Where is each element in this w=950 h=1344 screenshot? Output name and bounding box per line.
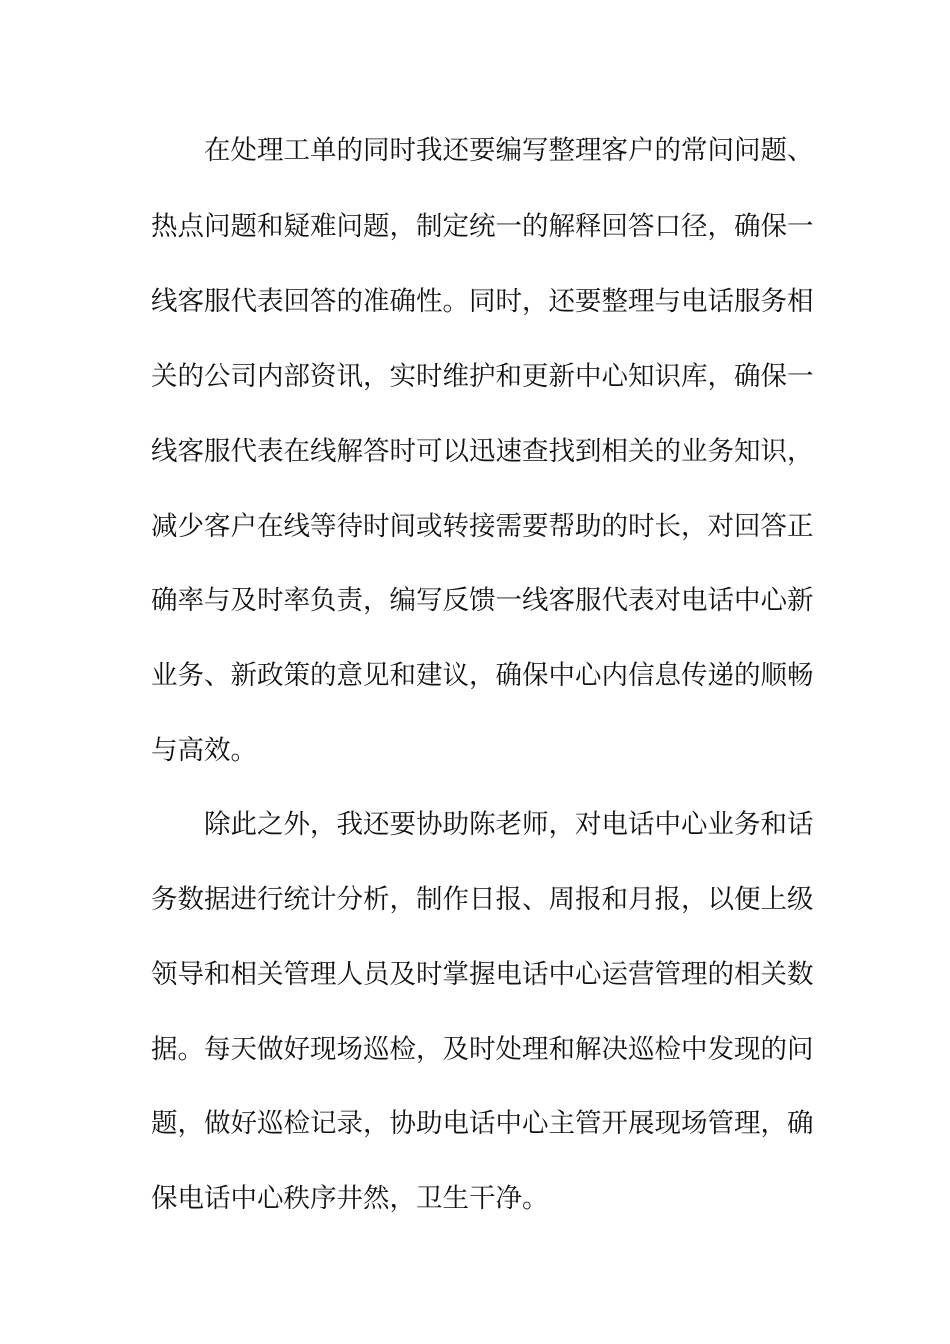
paragraph-line: 热点问题和疑难问题，制定统一的解释回答口径，确保一 — [151, 211, 814, 242]
paragraph-line: 题，做好巡检记录，协助电话中心主管开展现场管理，确 — [151, 1108, 814, 1139]
paragraph-line: 业务、新政策的意见和建议，确保中心内信息传递的顺畅 — [151, 660, 814, 691]
paragraph-line: 线客服代表在线解答时可以迅速查找到相关的业务知识， — [151, 436, 814, 467]
paragraph-line: 确率与及时率负责，编写反馈一线客服代表对电话中心新 — [151, 585, 814, 616]
paragraph-line: 领导和相关管理人员及时掌握电话中心运营管理的相关数 — [151, 959, 814, 990]
paragraph-line: 除此之外，我还要协助陈老师，对电话中心业务和话 — [204, 809, 814, 840]
paragraph-line: 与高效。 — [151, 735, 257, 766]
paragraph-line: 线客服代表回答的准确性。同时，还要整理与电话服务相 — [151, 286, 814, 317]
paragraph-line: 据。每天做好现场巡检，及时处理和解决巡检中发现的问 — [151, 1034, 814, 1065]
paragraph-line: 在处理工单的同时我还要编写整理客户的常问问题、 — [204, 135, 814, 166]
paragraph-line: 减少客户在线等待时间或转接需要帮助的时长，对回答正 — [151, 511, 814, 542]
paragraph-line: 保电话中心秩序井然，卫生干净。 — [151, 1183, 549, 1214]
paragraph-line: 关的公司内部资讯，实时维护和更新中心知识库，确保一 — [151, 361, 814, 392]
paragraph-line: 务数据进行统计分析，制作日报、周报和月报，以便上级 — [151, 884, 814, 915]
